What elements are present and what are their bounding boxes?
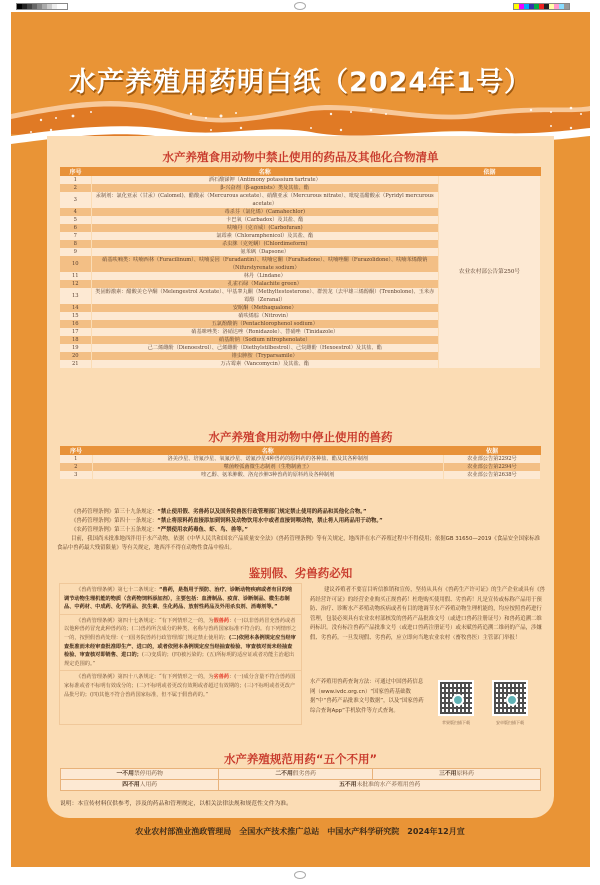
row-number: 18 <box>60 336 91 344</box>
row-number: 2 <box>60 463 92 471</box>
drug-name: 汞制剂：氯化亚汞（甘汞）(Calomel)、醋酸汞（Mercurous acetate）、硝酸亚汞（Mercurous nitrate）、吡啶基醋酸汞（Pyridyl mercurous acetate） <box>91 192 439 208</box>
drug-name: 呋喃丹（克百威）(Carbofuran) <box>91 224 439 232</box>
footer-issuers: 农业农村部渔业渔政管理局 全国水产技术推广总站 中国水产科学研究院 2024年12月宣 <box>135 827 465 836</box>
five-no-item-3: 三不用原料药 <box>372 769 540 780</box>
grayscale-swatch <box>16 3 68 10</box>
five-no-table <box>60 768 541 791</box>
poster <box>11 12 590 867</box>
col-header-no: 序号 <box>60 446 92 455</box>
table-row <box>60 455 541 463</box>
print-bottom-bar <box>0 867 600 885</box>
article-47: 《兽药管理条例》第四十七条规定：“有下列情形之一的，为假兽药：(一)以非兽药冒充兽药或者以他种兽药冒充此种兽药的；(二)兽药所含成分的种类、名称与兽药国家标准不符合的。有下列情形之一的，按照假兽药处理：(一)国务院兽药行政管理部门规定禁止使用的；(二)依照本条例规定应当经审查批准而未经审查批准即生产、进口的，或者依照本条例规定应当经抽查检验、审查核对而未经抽查检验、审查核对即销售、进口的；(三)变质的；(四)被污染的；(五)所标明的适应证或者功能主治超出规定范围的。” <box>60 615 301 672</box>
row-number: 10 <box>60 256 91 272</box>
row-number: 8 <box>60 240 91 248</box>
five-no-item-2: 二不用假劣兽药 <box>219 769 373 780</box>
drug-name: 酒石酸锑钾（Antimony potassium tartrate） <box>91 176 439 184</box>
five-no-item-5: 五不用未批准的水产养殖用兽药 <box>219 780 541 791</box>
definitions-box <box>59 583 302 725</box>
row-number: 5 <box>60 216 91 224</box>
basis-cell: 农业部公告第2294号 <box>444 463 541 471</box>
col-header-basis: 依据 <box>444 446 541 455</box>
five-no-item-4: 四不用人用药 <box>61 780 219 791</box>
col-header-name: 名称 <box>92 446 444 455</box>
drug-name: 五氯酚酸钠（Pentachlorophenol sodium） <box>91 320 439 328</box>
five-no-heading: 水产养殖规范用药“五个不用” <box>223 752 378 766</box>
drug-name: 硝基呋喃类：呋喃西林（Furacilinum）、呋喃妥因（Furadantin）、呋喃它酮（Furaltadone）、呋喃唑酮（Furazolidone）、呋喃苯烯酸钠（Nifurstyrenate sodium） <box>91 256 439 272</box>
drug-name: 噬菌蛭弧菌微生态制剂（生物制菌王） <box>92 463 444 471</box>
row-number: 19 <box>60 344 91 352</box>
query-section <box>310 678 546 728</box>
disclaimer-note: 说明：本宣传材料仅供参考，涉及的药品和管理规定，以相关法律法规和规范性文件为准。 <box>60 801 292 807</box>
basis-cell: 农业农村部公告第250号 <box>439 176 541 368</box>
basis-cell: 农业部公告第2292号 <box>444 455 541 463</box>
banned-heading: 水产养殖食用动物中禁止使用的药品及其他化合物清单 <box>162 150 439 164</box>
row-number: 14 <box>60 304 91 312</box>
five-no-item-1: 一不用禁停用药物 <box>61 769 219 780</box>
drug-name: 硝呋烯腙（Nitrovin） <box>91 312 439 320</box>
table-row <box>60 463 541 471</box>
crop-mark-icon <box>294 871 306 879</box>
drug-name: 锥虫胂胺（Tryparsamile） <box>91 352 439 360</box>
drug-name: 洛美沙星、培氟沙星、氧氟沙星、诺氟沙星4种兽药的原料药的各种盐、酯及其各种制剂 <box>92 455 444 463</box>
row-number: 9 <box>60 248 91 256</box>
regulation-35: 《农药管理条例》第三十五条规定：“严禁使用农药毒鱼、虾、鸟、兽等。” <box>71 527 248 533</box>
drug-name: 硝基酚钠（Sodium nitrophenolate） <box>91 336 439 344</box>
row-number: 3 <box>60 471 92 479</box>
col-header-name: 名称 <box>91 167 439 176</box>
row-number: 6 <box>60 224 91 232</box>
identify-heading: 鉴别假、劣兽药必知 <box>248 566 353 580</box>
regulations-text <box>57 508 547 553</box>
article-48: 《兽药管理条例》第四十八条规定：“有下列情形之一的，为劣兽药：(一)成分含量不符合兽药国家标准或者不标明有效成分的；(二)不标明或者更改有效期或者超过有效期的；(三)不标明或者更改产品批号的；(四)其他不符合兽药国家标准，但不属于假兽药的。” <box>64 674 296 698</box>
qr-caption-android: 安卓版扫描下载 <box>496 720 524 725</box>
row-number: 7 <box>60 232 91 240</box>
table-row <box>60 471 541 479</box>
row-number: 11 <box>60 272 91 280</box>
drug-name: 孔雀石绿（Malachite green） <box>91 280 439 288</box>
row-number: 2 <box>60 184 91 192</box>
drug-name: 氯霉素（Chloramphenicol）及其盐、酯 <box>91 232 439 240</box>
drug-name: 万古霉素（Vancomycin）及其盐、酯 <box>91 360 439 368</box>
row-number: 12 <box>60 280 91 288</box>
qr-caption-ios: 苹果版扫描下载 <box>442 720 470 725</box>
qr-code-android[interactable] <box>492 680 528 716</box>
row-number: 15 <box>60 312 91 320</box>
row-number: 16 <box>60 320 91 328</box>
row-number: 4 <box>60 208 91 216</box>
drug-name: 硝基咪唑类：洛硝达唑（Ronidazole）、替硝唑（Tinidazole） <box>91 328 439 336</box>
regulation-39: 《兽药管理条例》第三十九条规定：“禁止使用假、劣兽药以及国务院兽医行政管理部门规定禁止使用的药品和其他化合物。” <box>71 509 367 515</box>
row-number: 3 <box>60 192 91 208</box>
drug-name: 氨苯砜（Dapsone） <box>91 248 439 256</box>
article-72: 《兽药管理条例》第七十二条规定：“兽药，是指用于预防、治疗、诊断动物疾病或者有目的地调节动物生理机能的物质（含药物饲料添加剂），主要包括：血清制品、疫苗、诊断制品、微生态制品、中药材、中成药、化学药品、抗生素、生化药品、放射性药品及外用杀虫剂、消毒剂等。” <box>60 584 301 615</box>
content-panel <box>47 136 554 818</box>
qr-code-ios[interactable] <box>438 680 474 716</box>
diazepam-note: 目前，我国尚未批准地西泮用于水产动物，依据《中华人民共和国农产品质量安全法》《兽药管理条例》等有关规定，地西泮在水产养殖过程中不得使用；依据GB 31650—2019《食品安全国家标准 食品中兽药最大残留限量》等有关规定，地西泮不得在动物性食品中检出。 <box>57 536 541 551</box>
drug-name: β-兴奋剂（β-agonists）类及其盐、酯 <box>91 184 439 192</box>
stopped-table <box>60 446 541 479</box>
drug-name: 己二烯雌酚（Dienoestrol）、己烯雌酚（Diethylstilbestrol）、己烷雌酚（Hexoestrol）及其盐、酯 <box>91 344 439 352</box>
drug-name: 安眠酮（Methaqualone） <box>91 304 439 312</box>
col-header-no: 序号 <box>60 167 91 176</box>
drug-name: 类固醇激素：醋酸美仑孕酮（Melengestrol Acetate）、甲基睾丸酮（Methyltestosterone）、群勃龙（去甲雄三烯醇酮）(Trenbolone)、玉米赤霉醇（Zeranal） <box>91 288 439 304</box>
row-number: 1 <box>60 455 92 463</box>
row-number: 13 <box>60 288 91 304</box>
color-swatch <box>513 3 570 10</box>
drug-name: 林丹（Lindane） <box>91 272 439 280</box>
col-header-basis: 依据 <box>439 167 541 176</box>
row-number: 20 <box>60 352 91 360</box>
row-number: 17 <box>60 328 91 336</box>
drug-name: 喹乙醇、氨苯胂酸、洛克沙胂3种兽药的原料药及各种制剂 <box>92 471 444 479</box>
basis-cell: 农业部公告第2638号 <box>444 471 541 479</box>
stopped-heading: 水产养殖食用动物中停止使用的兽药 <box>208 430 393 444</box>
regulation-41: 《兽药管理条例》第四十一条规定：“禁止将原料药直接添加到饲料及动物饮用水中或者直接饲喂动物，禁止将人用药品用于动物。” <box>71 518 383 524</box>
drug-name: 卡巴氧（Carbadox）及其盐、酯 <box>91 216 439 224</box>
row-number: 21 <box>60 360 91 368</box>
table-row <box>60 176 541 184</box>
advice-text: 建议养殖者不要盲目听信推销和宣传，坚持从具有《兽药生产许可证》的生产企业或具有《兽药经营许可证》的经营企业购买正规兽药！杜绝购买使用假、劣兽药！凡是宣传或标称产品用于预防、治疗、诊断水产养殖动物疾病或者有目的地调节水产养殖动物生理机能的，均应按照兽药进行管理，包装必须具有农业农村部核发的兽药产品批准文号（或进口兽药注册证号）和兽药追溯二维码标识。没有标注兽药产品批准文号（或进口兽药注册证号）或未赋兽药追溯二维码的产品，涉嫌假、劣兽药。一旦发现假、劣兽药，应立即向当地农业农村（畜牧兽医）主管部门举报！ <box>310 587 546 641</box>
banned-table <box>60 167 541 368</box>
print-registration-bar <box>0 0 600 12</box>
query-method-text: 水产养殖用兽药查询方法：可通过中国兽药信息网（www.ivdc.org.cn）“国家兽药基础数据”中“兽药产品批准文号数据”，以及“国家兽药综合查询App”手机软件等方式查询。 <box>310 679 424 714</box>
drug-name: 毒杀芬（氯化烯）(Camahechlor) <box>91 208 439 216</box>
page-title: 水产养殖用药明白纸（2024年1号） <box>69 67 532 98</box>
crop-mark-icon <box>294 2 306 10</box>
drug-name: 杀虫脒（克死螨）(Chlordimeform) <box>91 240 439 248</box>
row-number: 1 <box>60 176 91 184</box>
